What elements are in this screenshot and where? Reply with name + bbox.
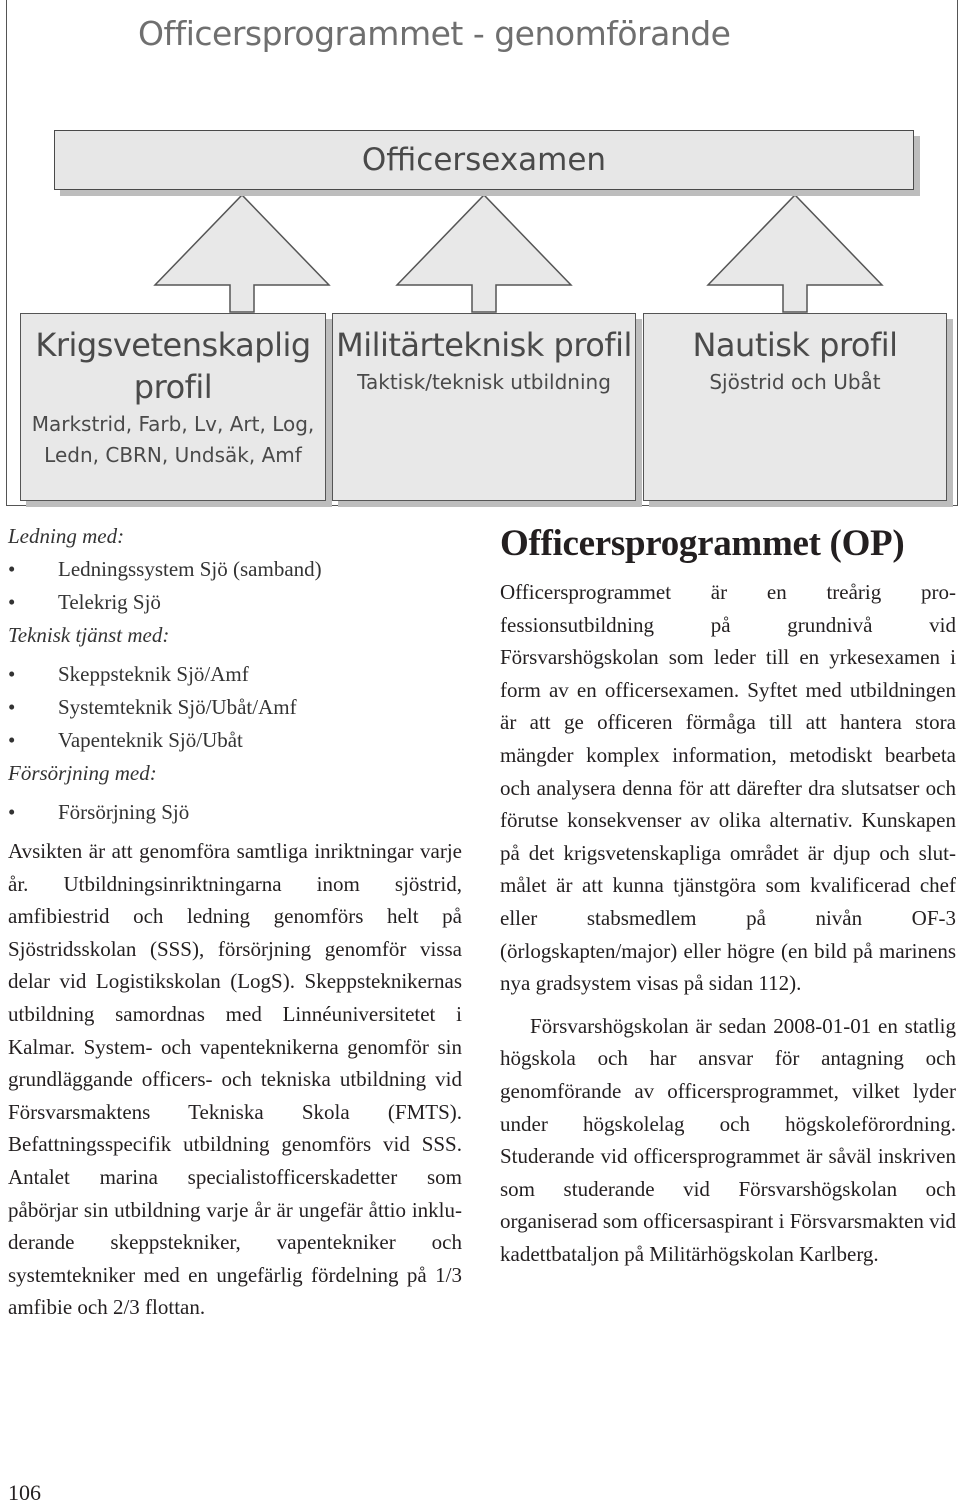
- profile-subtitle: Sjöstrid och Ubåt: [709, 370, 881, 394]
- profile-box-militarteknisk: [332, 313, 636, 501]
- profile-box-nautisk: [643, 313, 947, 501]
- label-teknisk: Teknisk tjänst med:: [8, 623, 170, 647]
- bullet-icon: •: [8, 590, 16, 614]
- bullet-item: • Ledningssystem Sjö (samband): [8, 553, 462, 586]
- bullet-item: • Skeppsteknik Sjö/Amf: [8, 658, 462, 691]
- bullet-icon: •: [8, 695, 16, 719]
- left-column: [8, 520, 462, 1324]
- bullet-icon: •: [8, 662, 16, 686]
- profile-subtitle: Taktisk/teknisk utbildning: [357, 370, 611, 394]
- arrow-middle: [397, 195, 571, 312]
- profile-box-krigsvetenskaplig: [20, 313, 326, 501]
- bullet-icon: •: [8, 557, 16, 581]
- right-column: [500, 520, 956, 1270]
- bullet-item: • Vapenteknik Sjö/Ubåt: [8, 724, 462, 757]
- arrow-left: [155, 195, 329, 312]
- right-paragraph-2: Försvarshögskolan är sedan 2008-01-01 en statlig högskola och har ansvar för antagning och genomförande av officersprogrammet, vilket lyder under högskolelag och högskoleförordning. Studerande vid officersprogrammet är såväl inskriven som studerande vid Försvarshögskolan och organiserad som officersaspirant i Försvarsmakten vid kadettbataljon på Militärhögskolan Karlberg.: [500, 1013, 956, 1266]
- profile-title: Nautisk profil: [692, 326, 898, 364]
- page-number: 106: [8, 1480, 41, 1505]
- section-heading: Officersprogrammet (OP): [500, 523, 905, 564]
- diagram-title: Officersprogrammet - genomförande: [138, 14, 731, 53]
- bullet-item: • Telekrig Sjö: [8, 586, 462, 619]
- profile-title: Krigsvetenskaplig profil: [35, 326, 311, 406]
- profile-subtitle: Markstrid, Farb, Lv, Art, Log, Ledn, CBRN, Undsäk, Amf: [31, 412, 315, 467]
- bullet-icon: •: [8, 800, 16, 824]
- bullet-icon: •: [8, 728, 16, 752]
- profile-title: Militärteknisk profil: [336, 326, 632, 364]
- bullet-item: • Försörjning Sjö: [8, 796, 462, 829]
- officersexamen-box: [54, 130, 914, 190]
- left-paragraph: Avsikten är att genomföra samtliga inriktningar varje år. Utbildningsinriktningarna inom sjöstrid, amfibiestrid och ledning genomförs helt på Sjöstridsskolan (SSS), försörjning genomför vissa delar vid Logistikskolan (LogS). Skeppsteknikernas utbildning samordnas med Linnéuniversitetet i Kalmar. System- och vapenteknikerna genomför sin grundläggande officers- och tekniska utbildning vid Försvarsmaktens Tekniska Skola (FMTS). Befattningsspecifik utbildning genomförs vid SSS. Antalet marina specialistofficerskadetter som påbörjar sin utbildning varje år är ungefär åttio inkluderande skeppstekniker, vapentekniker och systemtekniker med en ungefärlig fördelning på 1/3 amfibie och 2/3 flottan.: [8, 839, 462, 1320]
- right-paragraph-1: Officersprogrammet är en treårig professionsutbildning på grundnivå vid Försvarshögskolan som leder till en yrkesexamen i form av en officersexamen. Syftet med utbildningen är att ge officeren förmåga till att hantera stora mängder komplex information, metodiskt bearbeta och analysera denna för att därefter dra slutsatser och förutse konsekvenser av olika alternativ. Kunskapen på det krigsvetenskapliga området är djup och slutmålet är att kunna tjänstgöra som kvalificerad chef eller stabsmedlem på nivån OF-3 (örlogskapten/major) eller högre (en bild på marinens nya gradsystem visas på sidan 112).: [500, 580, 956, 996]
- officersexamen-label: Officersexamen: [361, 142, 607, 178]
- label-ledning: Ledning med:: [8, 524, 125, 548]
- bullet-item: • Systemteknik Sjö/Ubåt/Amf: [8, 691, 462, 724]
- label-forsorjning: Försörjning med:: [8, 761, 157, 785]
- arrow-right: [708, 195, 882, 312]
